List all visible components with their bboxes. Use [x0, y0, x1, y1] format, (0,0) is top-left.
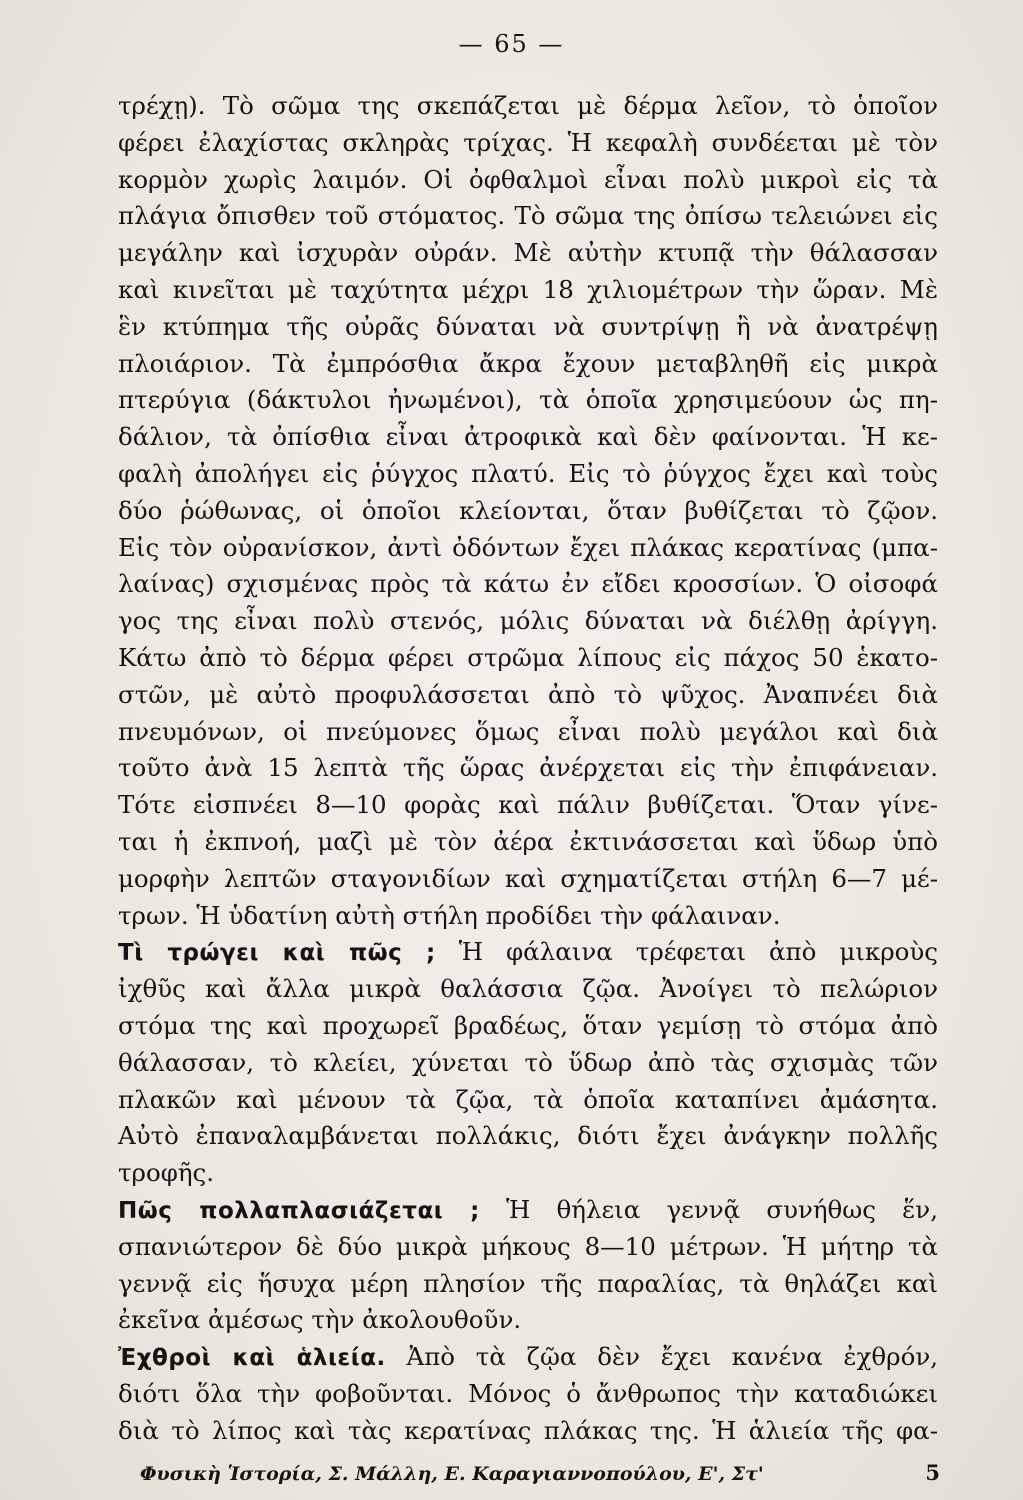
footer-title: Φυσικὴ Ἱστορία, Σ. Μάλλη, Ε. Καραγιαννοπούλου, Ε', Στ' — [140, 1463, 764, 1485]
section-heading-multiply: Πῶς πολλαπλασιάζεται ; — [118, 1197, 480, 1224]
body-text — [118, 88, 938, 1449]
section-heading-line — [118, 1192, 938, 1229]
text-line: ἐκεῖνα ἀμέσως τὴν ἀκολουθοῦν. — [118, 1305, 522, 1335]
section-heading-line — [118, 934, 938, 971]
text-line: σπανιώτερον δὲ δύο μικρὰ μήκους 8—10 μέτρων. Ἡ μήτηρ τὰ — [118, 1231, 938, 1261]
page-number: — 65 — — [458, 30, 565, 58]
text-line: θάλασσαν, τὸ κλείει, χύνεται τὸ ὕδωρ ἀπὸ τὰς σχισμὰς τῶν — [118, 1047, 938, 1077]
text-line: φέρει ἐλαχίστας σκληρὰς τρίχας. Ἡ κεφαλὴ συνδέεται μὲ τὸν — [118, 127, 938, 157]
text-line: Εἰς τὸν οὐρανίσκον, ἀντὶ ὀδόντων ἔχει πλάκας κερατίνας (μπα- — [118, 532, 938, 562]
text-line: τοῦτο ἀνὰ 15 λεπτὰ τῆς ὥρας ἀνέρχεται εἰς τὴν ἐπιφάνειαν. — [118, 753, 938, 783]
text-line: διότι ὅλα τὴν φοβοῦνται. Μόνος ὁ ἄνθρωπος τὴν καταδιώκει — [118, 1378, 938, 1408]
text-line: γος της εἶναι πολὺ στενός, μόλις δύναται νὰ διέλθῃ ἀρίγγη. — [118, 606, 938, 636]
text-line: διὰ τὸ λίπος καὶ τὰς κερατίνας πλάκας της. Ἡ ἁλιεία τῆς φα- — [118, 1415, 938, 1445]
text-line: πτερύγια (δάκτυλοι ἠνωμένοι), τὰ ὁποῖα χρησιμεύουν ὡς πη- — [118, 385, 938, 415]
text-line: στόμα της καὶ προχωρεῖ βραδέως, ὅταν γεμίσῃ τὸ στόμα ἀπὸ — [118, 1010, 938, 1040]
text-line: ἰχθῦς καὶ ἄλλα μικρὰ θαλάσσια ζῷα. Ἀνοίγει τὸ πελώριον — [118, 974, 938, 1004]
text-line: καὶ κινεῖται μὲ ταχύτητα μέχρι 18 χιλιομέτρων τὴν ὥραν. Μὲ — [118, 274, 938, 304]
text-line: μεγάλην καὶ ἰσχυρὰν οὐράν. Μὲ αὐτὴν κτυπᾷ τὴν θάλασσαν — [118, 238, 938, 268]
text-line: πλοιάριον. Τὰ ἐμπρόσθια ἄκρα ἔχουν μεταβληθῆ εἰς μικρὰ — [118, 348, 938, 378]
text-line: τρέχῃ). Τὸ σῶμα της σκεπάζεται μὲ δέρμα λεῖον, τὸ ὁποῖον — [118, 91, 938, 120]
multiply-paragraph — [118, 1229, 938, 1339]
text-line: πνευμόνων, οἱ πνεύμονες ὅμως εἶναι πολὺ μεγάλοι καὶ διὰ — [118, 716, 938, 746]
section-heading-line — [118, 1339, 938, 1376]
section-first-line: Ἡ φάλαινα τρέφεται ἀπὸ μικροὺς — [458, 937, 938, 967]
text-line: τρων. Ἡ ὑδατίνη αὐτὴ στήλη προδίδει τὴν φάλαιναν. — [118, 900, 781, 930]
text-line: λαίνας) σχισμένας πρὸς τὰ κάτω ἐν εἴδει κροσσίων. Ὁ οἰσοφά — [118, 569, 938, 599]
text-line: Κάτω ἀπὸ τὸ δέρμα φέρει στρῶμα λίπους εἰς πάχος 50 ἑκατο- — [118, 642, 938, 672]
text-line: ἓν κτύπημα τῆς οὐρᾶς δύναται νὰ συντρίψῃ ἢ νὰ ἀνατρέψῃ — [118, 311, 938, 341]
text-line: Τότε εἰσπνέει 8—10 φορὰς καὶ πάλιν βυθίζεται. Ὅταν γίνε- — [118, 790, 938, 820]
food-paragraph — [118, 971, 938, 1192]
page-footer — [140, 1460, 940, 1485]
text-line: τροφῆς. — [118, 1158, 215, 1188]
text-line: ται ἡ ἐκπνοή, μαζὶ μὲ τὸν ἀέρα ἐκτινάσσεται καὶ ὕδωρ ὑπὸ — [118, 826, 938, 856]
text-line: μορφὴν λεπτῶν σταγονιδίων καὶ σχηματίζεται στήλη 6—7 μέ- — [118, 863, 938, 893]
section-first-line: Ἀπὸ τὰ ζῷα δὲν ἔχει κανένα ἐχθρόν, — [406, 1342, 939, 1372]
text-line: δάλιον, τὰ ὀπίσθια εἶναι ἀτροφικὰ καὶ δὲν φαίνονται. Ἡ κε- — [118, 422, 938, 452]
text-line: δύο ῥώθωνας, οἱ ὁποῖοι κλείονται, ὅταν βυθίζεται τὸ ζῷον. — [118, 495, 938, 525]
text-line: κορμὸν χωρὶς λαιμόν. Οἱ ὀφθαλμοὶ εἶναι πολὺ μικροὶ εἰς τὰ — [118, 164, 938, 194]
text-line: πλάγια ὄπισθεν τοῦ στόματος. Τὸ σῶμα της ὀπίσω τελειώνει εἰς — [118, 201, 938, 231]
signature-mark: 5 — [925, 1460, 940, 1485]
text-line: πλακῶν καὶ μένουν τὰ ζῷα, τὰ ὁποῖα καταπίνει ἀμάσητα. — [118, 1084, 938, 1114]
text-line: στῶν, μὲ αὐτὸ προφυλάσσεται ἀπὸ τὸ ψῦχος. Ἀναπνέει διὰ — [118, 679, 938, 709]
text-line: φαλὴ ἀπολήγει εἰς ῥύγχος πλατύ. Εἰς τὸ ῥύγχος ἔχει καὶ τοὺς — [118, 458, 938, 488]
main-paragraph — [118, 88, 938, 934]
text-line: Αὐτὸ ἐπαναλαμβάνεται πολλάκις, διότι ἔχει ἀνάγκην πολλῆς — [118, 1121, 938, 1151]
section-heading-enemies: Ἐχθροὶ καὶ ἁλιεία. — [118, 1345, 386, 1372]
text-line: γεννᾷ εἰς ἥσυχα μέρη πλησίον τῆς παραλίας, τὰ θηλάζει καὶ — [118, 1268, 938, 1298]
section-heading-food: Τὶ τρώγει καὶ πῶς ; — [118, 940, 436, 967]
enemies-paragraph — [118, 1376, 938, 1450]
section-first-line: Ἡ θήλεια γεννᾷ συνήθως ἕν, — [506, 1194, 938, 1224]
